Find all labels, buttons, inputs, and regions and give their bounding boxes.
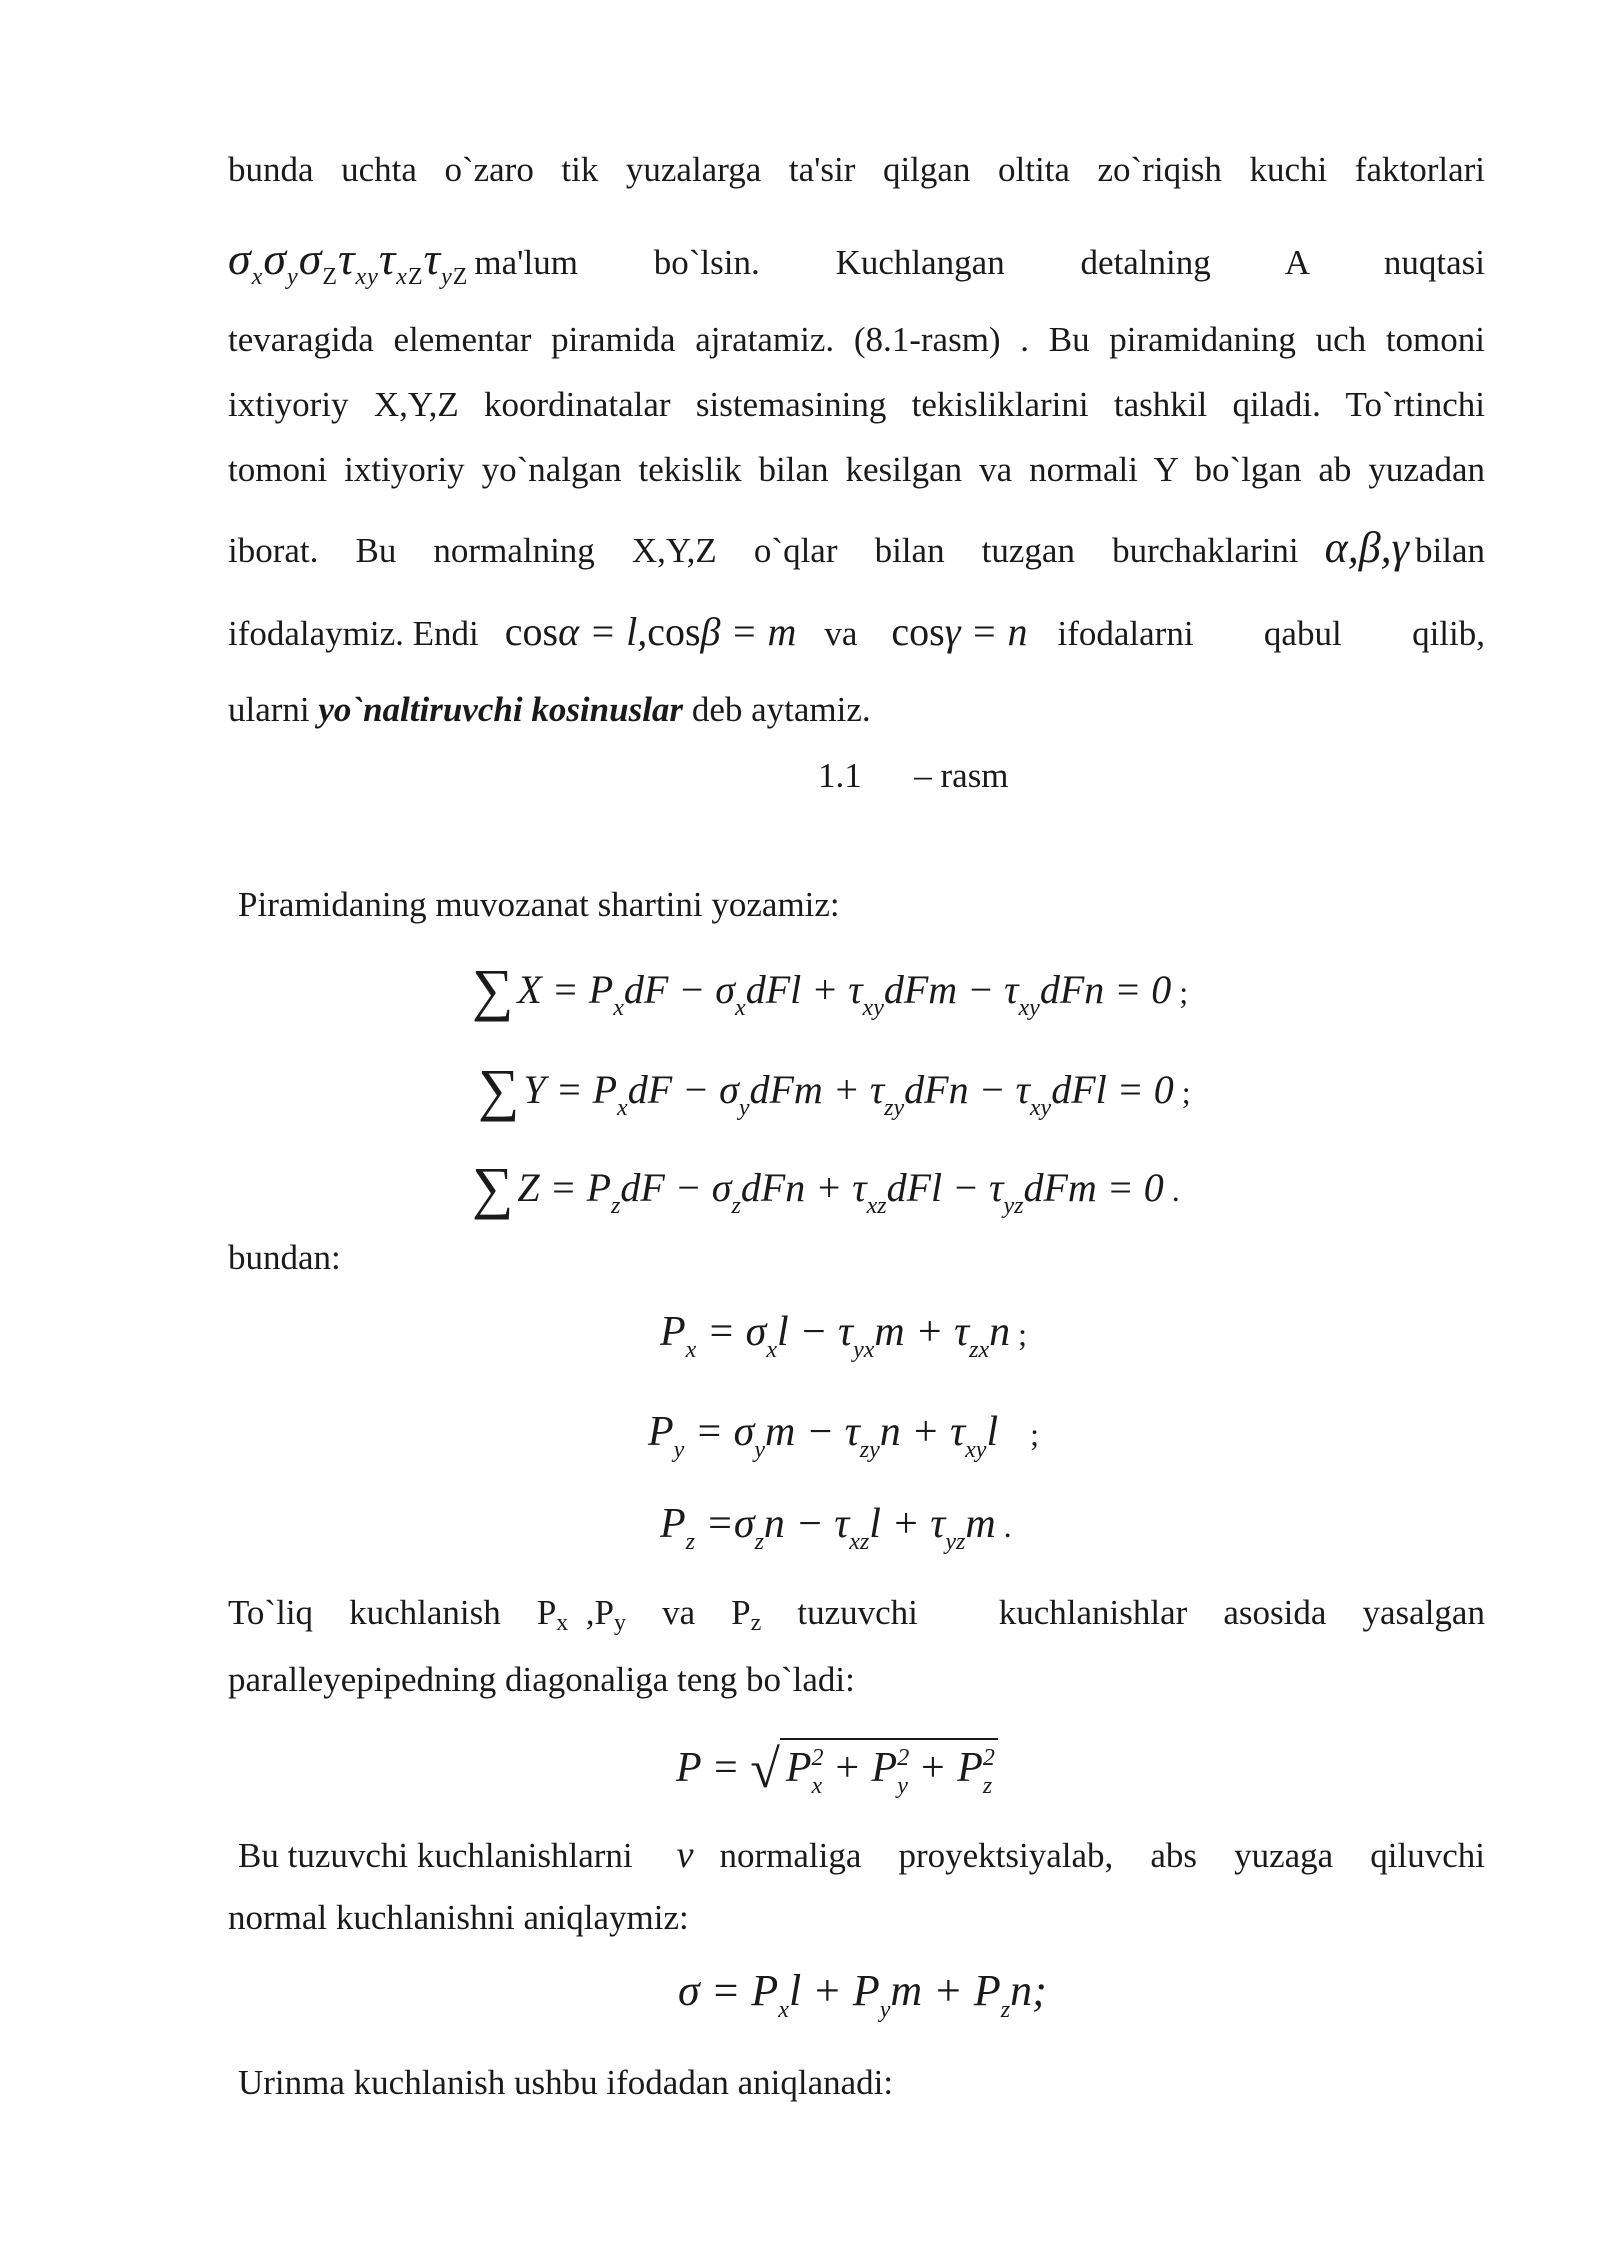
text-equilibrium-intro: Piramidaning muvozanat shartini yozamiz: [238, 885, 840, 924]
equation-sum-x: ∑ $X = P_xdF - \sigma_xdFl + \tau_{xy}dFm - \tau_{xy}dFn = 0$ ; [472, 957, 1189, 1022]
angle-symbols: α,β,γ [1324, 523, 1410, 572]
cos-alpha-beta-formula: cosα = l,cosβ = m [504, 609, 797, 654]
text-line-4: ixtiyoriy X,Y,Z koordinatalar sistemasining tekisliklarini tashkil qiladi. To`rtinchi [228, 385, 1485, 424]
equation-sum-z: ∑ $Z = P_zdF - \sigma_zdFn + \tau_{xz}dFl - \tau_{yz}dFm = 0$ . [472, 1155, 1180, 1220]
text-bundan: bundan: [228, 1238, 341, 1277]
equation-sum-y: ∑ $Y = P_xdF - \sigma_ydFm + \tau_{zy}dFn - \tau_{xy}dFl = 0$ ; [478, 1057, 1191, 1122]
text-line-1: bunda uchta o`zaro tik yuzalarga ta'sir qilgan oltita zo`riqish kuchi faktorlari [228, 150, 1485, 189]
nu-symbol: ν [676, 1834, 694, 1876]
equation-py: $P_y = \sigma_ym - \tau_{zy}n + \tau_{xy}l$ ; [648, 1409, 1039, 1463]
text-line-6: iborat. Bu normalning X,Y,Z o`qlar bilan tuzgan burchaklarini α,β,γ bilan [228, 523, 1485, 572]
text-line-8: ularni yo`naltiruvchi kosinuslar deb aytamiz. [228, 690, 871, 729]
directional-cosines-term: yo`naltiruvchi kosinuslar [318, 690, 684, 729]
text-line-2: $\sigma_x\sigma_y\sigma_Z\tau_{xy}\tau_{xZ}\tau_{yZ}$ ma'lum bo`lsin. Kuchlangan detalning A nuqtasi [228, 233, 1485, 290]
text-shear-stress-intro: Urinma kuchlanish ushbu ifodadan aniqlanadi: [238, 2063, 894, 2102]
text-line-7: ifodalaymiz. Endi cosα = l,cosβ = m va cosγ = n ifodalarni qabul qilib, [228, 609, 1485, 654]
text-line-3: tevaragida elementar piramida ajratamiz. (8.1-rasm) . Bu piramidaning uch tomoni [228, 320, 1485, 359]
text-line-projection: Bu tuzuvchi kuchlanishlarni ν normaliga proyektsiyalab, abs yuzaga qiluvchi [238, 1834, 1485, 1876]
equation-sigma: $\sigma = P_xl + P_ym + P_zn$; [678, 1966, 1047, 2023]
cos-gamma-formula: cosγ = n [891, 609, 1028, 654]
figure-caption: 1.1 – rasm [818, 756, 1009, 795]
equation-pz: $P_z =\sigma_zn - \tau_{xz}l + \tau_{yz}m$ . [660, 1501, 1012, 1555]
equation-total-stress: P = √ $P^2_x + P^2_y + P^2_z$ [676, 1732, 998, 1794]
text-line-normal-stress: normal kuchlanishni aniqlaymiz: [228, 1898, 689, 1937]
text-line-5: tomoni ixtiyoriy yo`nalgan tekislik bilan kesilgan va normali Y bo`lgan ab yuzadan [228, 450, 1485, 489]
equation-px: $P_x = \sigma_xl - \tau_{yx}m + \tau_{zx}n$ ; [660, 1309, 1027, 1363]
text-line-full-stress: To`liq kuchlanish Px ,Py va Pz tuzuvchi kuchlanishlar asosida yasalgan [228, 1593, 1485, 1636]
stress-components: $\sigma_x\sigma_y\sigma_Z\tau_{xy}\tau_{xZ}\tau_{yZ}$ [228, 233, 469, 290]
text-line-parallelepiped: paralleyepipedning diagonaliga teng bo`ladi: [228, 1660, 855, 1699]
